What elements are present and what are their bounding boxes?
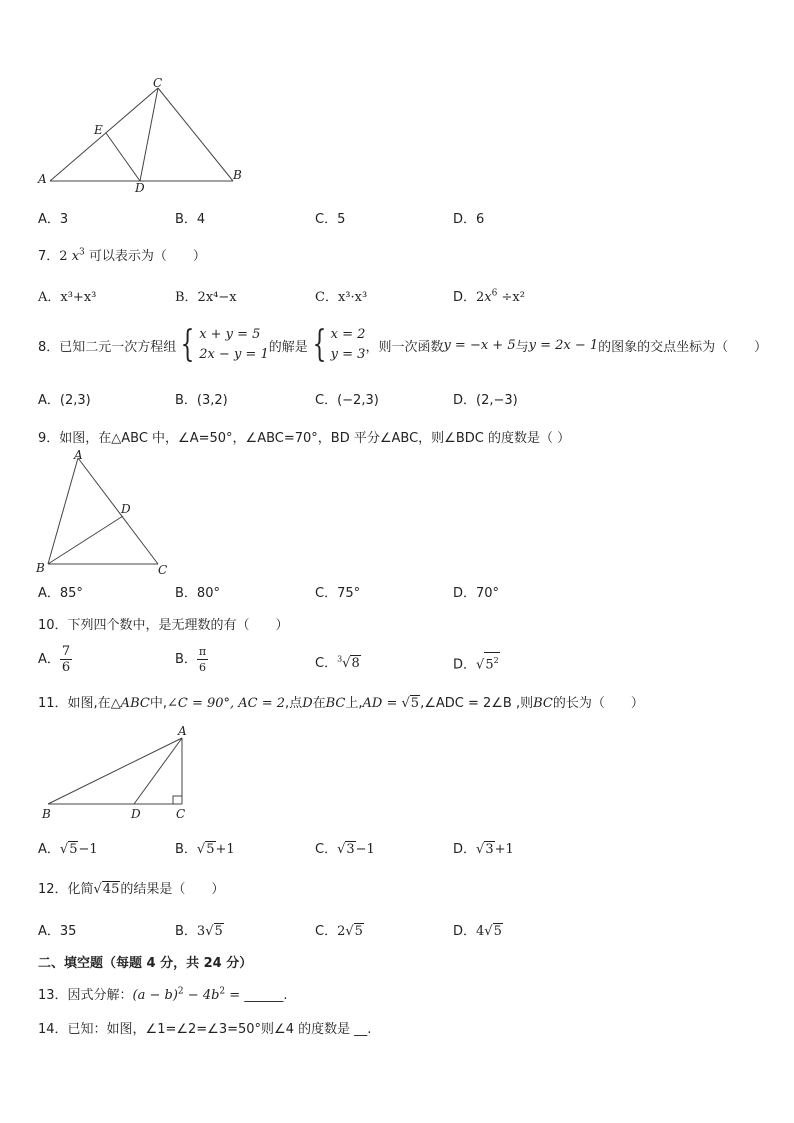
q10-option-a[interactable]: A． $\frac{7}{6}$: [38, 644, 71, 675]
label-B: B: [36, 561, 45, 575]
q12-option-a[interactable]: A．35: [38, 924, 77, 939]
q9-option-b[interactable]: B．80°: [175, 586, 220, 601]
label-D: D: [131, 807, 141, 821]
q8-option-b[interactable]: B．(3,2): [175, 393, 228, 408]
q14-stem: 14．已知：如图，∠1=∠2=∠3=50°则∠4 的度数是 __.: [38, 1022, 372, 1037]
q11-stem: 11．如图,在△ABC中,∠C = 90°, AC = 2,点D在BC上,AD = √5,∠ADC = 2∠B ,则BC的长为（ ）: [38, 696, 644, 711]
q6-option-b[interactable]: B．4: [175, 212, 206, 227]
q6-option-d[interactable]: D．6: [453, 212, 485, 227]
q9-option-c[interactable]: C．75°: [315, 586, 361, 601]
q12-options: [38, 920, 758, 942]
figure-triangle-q9: [30, 448, 180, 578]
label-D: D: [121, 502, 131, 516]
q12-option-c[interactable]: C．2√5: [315, 924, 363, 939]
q7-option-a[interactable]: A．x³+x³: [38, 290, 97, 305]
q9-options: [38, 582, 758, 604]
q8-options: [38, 389, 758, 411]
label-C: C: [158, 563, 168, 577]
section-title-fill-in: 二、填空题（每题 4 分，共 24 分）: [38, 956, 253, 971]
q13-stem: 13．因式分解：$(a - b)^2 - 4b^2$ = ______.: [38, 986, 288, 1003]
q11-option-b[interactable]: B．√5+1: [175, 842, 235, 857]
left-brace: {: [180, 324, 195, 365]
q14-answer-blank[interactable]: __: [354, 1022, 368, 1037]
q7-options: [38, 286, 758, 308]
q13-answer-blank[interactable]: ______: [244, 988, 284, 1003]
q8-option-c[interactable]: C．(−2,3): [315, 393, 379, 408]
label-B: B: [233, 168, 242, 182]
q6-option-c[interactable]: C．5: [315, 212, 346, 227]
q7-text: 可以表示为（ ）: [88, 249, 206, 264]
label-C: C: [176, 807, 186, 821]
label-D: D: [135, 181, 145, 195]
q6-option-a[interactable]: A．3: [38, 212, 69, 227]
q7-option-d[interactable]: D．$2x^6 \div x^2$: [453, 288, 525, 305]
q9-option-a[interactable]: A．85°: [38, 586, 83, 601]
label-C: C: [153, 76, 163, 90]
q7-option-b[interactable]: B．2x⁴−x: [175, 290, 237, 305]
q9-stem: 9．如图，在△ABC 中，∠A=50°，∠ABC=70°，BD 平分∠ABC，则∠BDC 的度数是（ ）: [38, 431, 571, 446]
q8-option-a[interactable]: A．(2,3): [38, 393, 91, 408]
q7-number: 7．: [38, 249, 60, 264]
q10-option-c[interactable]: C．$^3$√8: [315, 654, 360, 671]
q10-options: [38, 640, 758, 678]
q9-option-d[interactable]: D．70°: [453, 586, 500, 601]
label-A: A: [74, 448, 83, 462]
label-E: E: [94, 123, 103, 137]
q8-solution: x = 2 y = 3: [330, 327, 366, 362]
q7-stem: 7．2 $x^3$ 可以表示为（ ）: [38, 247, 206, 264]
label-B: B: [42, 807, 51, 821]
q11-option-c[interactable]: C．√3−1: [315, 842, 375, 857]
q7-option-c[interactable]: C．x³·x³: [315, 290, 368, 305]
label-A: A: [178, 724, 187, 738]
label-A: A: [38, 172, 47, 186]
left-brace: {: [312, 324, 327, 365]
q8-equation-system: x + y = 5 2x − y = 1: [199, 327, 269, 362]
q11-option-a[interactable]: A．√5−1: [38, 842, 98, 857]
q12-option-b[interactable]: B．3√5: [175, 924, 223, 939]
q8-option-d[interactable]: D．(2,−3): [453, 393, 518, 408]
q10-option-d[interactable]: D．$√5^2$: [453, 652, 500, 672]
q10-stem: 10．下列四个数中，是无理数的有（ ）: [38, 618, 289, 633]
q12-option-d[interactable]: D．4√5: [453, 924, 502, 939]
q6-options: [38, 208, 758, 230]
figure-triangle-abc-q6: [30, 75, 260, 200]
q11-option-d[interactable]: D．√3+1: [453, 842, 514, 857]
figure-right-triangle-q11: [30, 720, 200, 825]
q12-stem: 12．化简√45的结果是（ ）: [38, 882, 225, 897]
q11-options: [38, 838, 758, 860]
q8-stem: 8．已知二元一次方程组 { x + y = 5 2x − y = 1 的解是 { x = 2 y = 3 ，则一次函数 y = −x + 5 与 y = 2x − 1 的图象的交点坐标为（ ）: [38, 324, 768, 365]
q10-option-b[interactable]: B． $\frac{\pi}{6}$: [175, 645, 207, 674]
